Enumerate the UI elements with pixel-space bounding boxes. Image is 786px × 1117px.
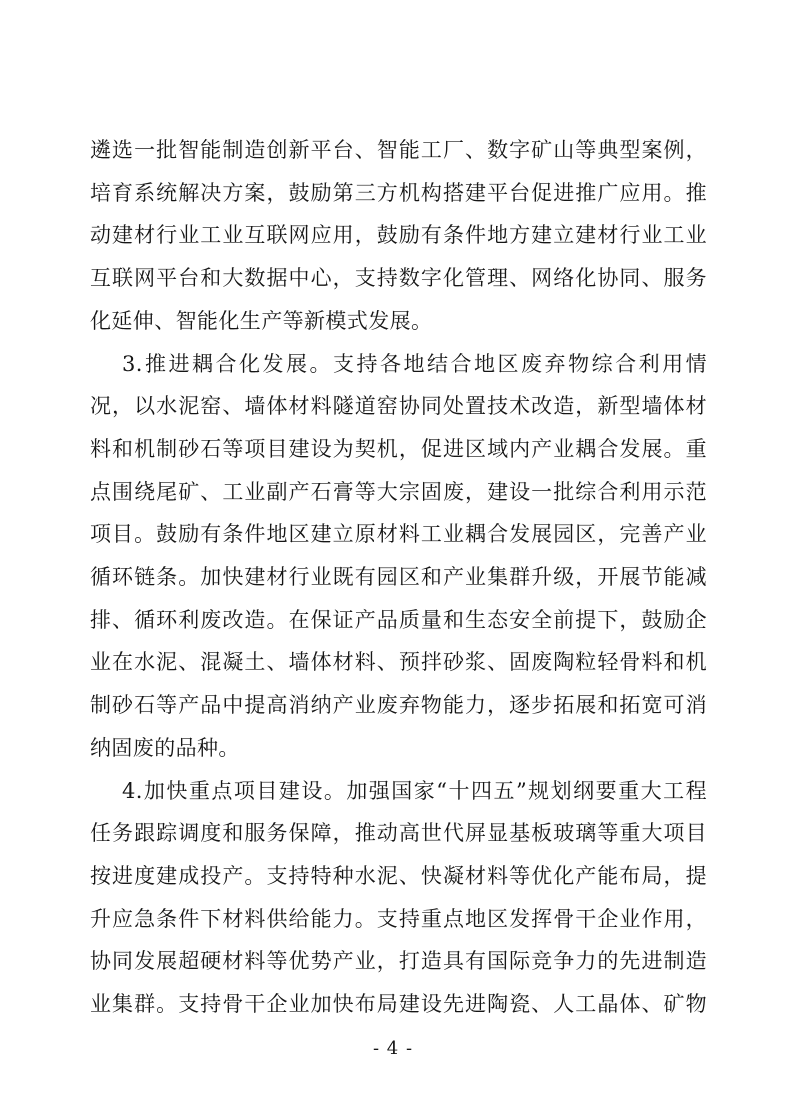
text-line: 业在水泥、混凝土、墙体材料、预拌砂浆、固废陶粒轻骨料和机 bbox=[90, 650, 707, 675]
text-line: 排、循环利废改造。在保证产品质量和生态安全前提下，鼓励企 bbox=[90, 607, 707, 632]
text-line: 按进度建成投产。支持特种水泥、快凝材料等优化产能布局，提 bbox=[90, 863, 707, 888]
text-line: 培育系统解决方案，鼓励第三方机构搭建平台促进推广应用。推 bbox=[90, 180, 707, 205]
text-line: 循环链条。加快建材行业既有园区和产业集群升级，开展节能减 bbox=[90, 565, 707, 590]
text-line: 制砂石等产品中提高消纳产业废弃物能力，逐步拓展和拓宽可消 bbox=[90, 693, 707, 718]
text-line: 任务跟踪调度和服务保障，推动高世代屏显基板玻璃等重大项目 bbox=[90, 821, 707, 846]
text-line: 协同发展超硬材料等优势产业，打造具有国际竞争力的先进制造 bbox=[90, 949, 707, 974]
text-line: 业集群。支持骨干企业加快布局建设先进陶瓷、人工晶体、矿物 bbox=[90, 992, 707, 1017]
text-line: 化延伸、智能化生产等新模式发展。 bbox=[90, 308, 433, 333]
text-line: 纳固废的品种。 bbox=[90, 735, 240, 760]
text-line: 升应急条件下材料供给能力。支持重点地区发挥骨干企业作用， bbox=[90, 906, 707, 931]
text-line: 项目。鼓励有条件地区建立原材料工业耦合发展园区，完善产业 bbox=[90, 522, 707, 547]
paragraph bbox=[90, 129, 707, 343]
text-line: 4.加快重点项目建设。加强国家“十四五”规划纲要重大工程 bbox=[122, 778, 707, 803]
text-line: 料和机制砂石等项目建设为契机，促进区域内产业耦合发展。重 bbox=[90, 436, 707, 461]
text-line: 况，以水泥窑、墙体材料隧道窑协同处置技术改造，新型墙体材 bbox=[90, 394, 707, 419]
text-line: 互联网平台和大数据中心，支持数字化管理、网络化协同、服务 bbox=[90, 266, 707, 291]
text-line: 3.推进耦合化发展。支持各地结合地区废弃物综合利用情 bbox=[122, 351, 707, 376]
paragraph bbox=[90, 770, 707, 1026]
text-line: 遴选一批智能制造创新平台、智能工厂、数字矿山等典型案例， bbox=[90, 138, 707, 162]
paragraph bbox=[90, 343, 707, 770]
text-line: 点围绕尾矿、工业副产石膏等大宗固废，建设一批综合利用示范 bbox=[90, 479, 707, 504]
text-line: 动建材行业工业互联网应用，鼓励有条件地方建立建材行业工业 bbox=[90, 223, 707, 248]
page-number: - 4 - bbox=[372, 1038, 414, 1059]
document-body bbox=[90, 129, 707, 1026]
